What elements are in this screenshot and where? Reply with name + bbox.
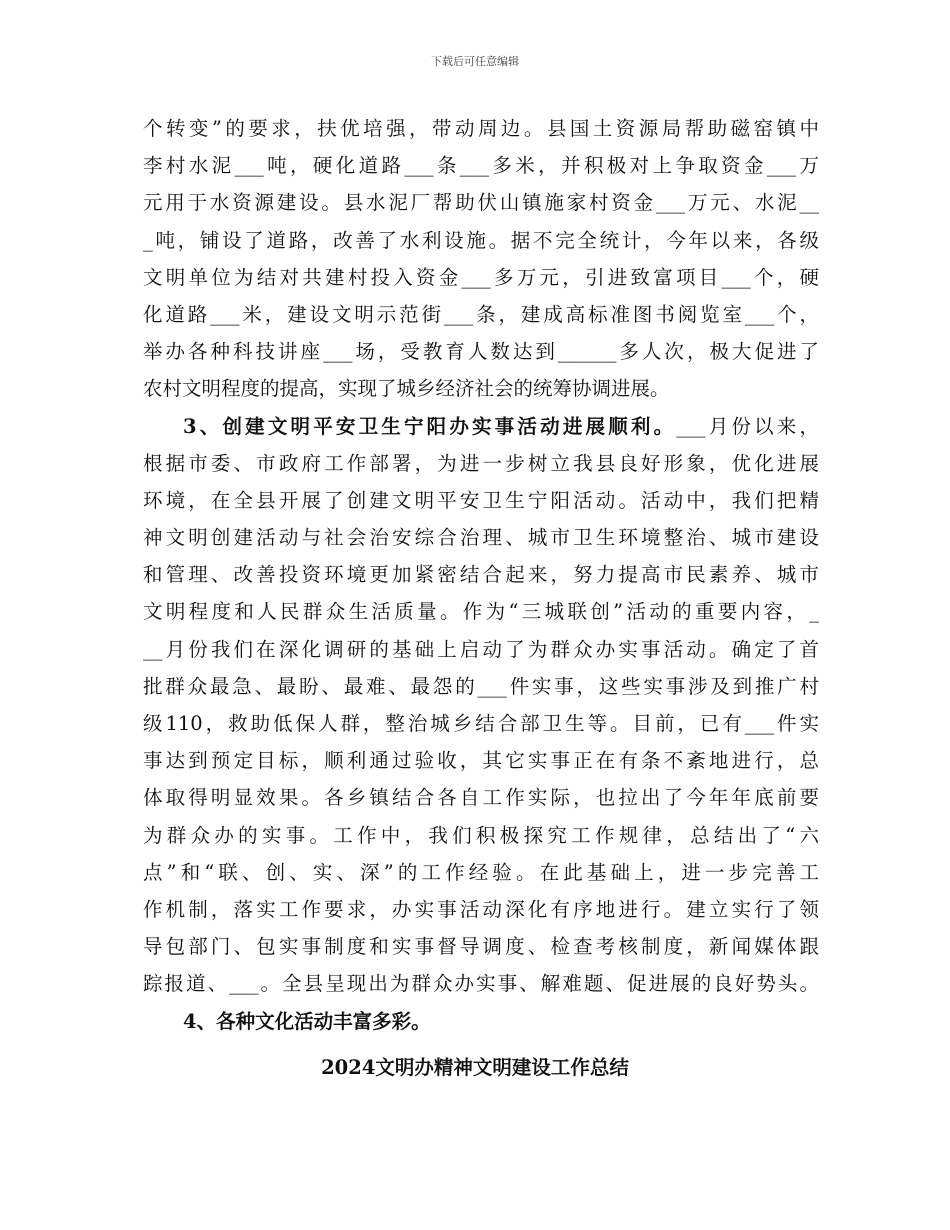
text-line: 作机制，落实工作要求，办实事活动深化有序地进行。建立实行了领 <box>143 897 819 921</box>
text-line: 个转变”的要求，扶优培强，带动周边。县国土资源局帮助磁窑镇中 <box>143 117 819 140</box>
text-line: 举办各种科技讲座___场，受教育人数达到______多人次，极大促进了 <box>143 340 819 364</box>
text-line: 环境，在全县开展了创建文明平安卫生宁阳活动。活动中，我们把精 <box>143 488 819 512</box>
section-3-first-line-rest: ___月份以来， <box>676 414 819 438</box>
text-line: 文明单位为结对共建村投入资金___多万元，引进致富项目___个，硬 <box>143 265 819 289</box>
text-line: 点”和“联、创、实、深”的工作经验。在此基础上，进一步完善工 <box>143 860 819 884</box>
text-line: 为群众办的实事。工作中，我们积极探究工作规律，总结出了“六 <box>143 823 819 847</box>
text-line: __月份我们在深化调研的基础上启动了为群众办实事活动。确定了首 <box>143 637 819 661</box>
section-4 <box>143 1003 819 1040</box>
text-line: 事达到预定目标，顺利通过验收，其它实事正在有条不紊地进行，总 <box>143 749 819 773</box>
text-line: 化道路___米，建设文明示范街___条，建成高标准图书阅览室___个， <box>143 302 819 326</box>
section-3-heading: 3、创建文明平安卫生宁阳办实事活动进展顺利。 <box>183 414 677 438</box>
text-line: 批群众最急、最盼、最难、最怨的___件实事，这些实事涉及到推广村 <box>143 674 819 698</box>
document-body <box>143 110 819 1040</box>
text-line: 元用于水资源建设。县水泥厂帮助伏山镇施家村资金___万元、水泥__ <box>143 191 819 215</box>
text-line: 文明程度和人民群众生活质量。作为“三城联创”活动的重要内容，_ <box>143 600 819 624</box>
text-line: 李村水泥___吨，硬化道路___条___多米，并积极对上争取资金___万 <box>143 154 819 178</box>
page-header: 下载后可任意编辑 <box>431 55 519 68</box>
text-line: 踪报道、___。全县呈现出为群众办实事、解难题、促进展的良好势头。 <box>143 972 819 996</box>
text-line: 神文明创建活动与社会治安综合治理、城市卫生环境整治、城市建设 <box>143 526 819 550</box>
text-line: 导包部门、包实事制度和实事督导调度、检查考核制度，新闻媒体跟 <box>143 935 819 959</box>
paragraph-1 <box>143 110 819 408</box>
section-3-first-line <box>143 408 819 445</box>
text-line: 体取得明显效果。各乡镇结合各自工作实际，也拉出了今年年底前要 <box>143 786 819 810</box>
section-4-heading: 4、各种文化活动丰富多彩。 <box>183 1009 431 1033</box>
document-title: 2024文明办精神文明建设工作总结 <box>321 1056 629 1079</box>
text-line: 级110，救助低保人群，整治城乡结合部卫生等。目前，已有___件实 <box>143 712 819 735</box>
text-line: 农村文明程度的提高，实现了城乡经济社会的统筹协调进展。 <box>143 377 670 401</box>
text-line: 和管理、改善投资环境更加紧密结合起来，努力提高市民素养、城市 <box>143 563 819 587</box>
section-3 <box>143 408 819 1003</box>
text-line: 根据市委、市政府工作部署，为进一步树立我县良好形象，优化进展 <box>143 451 819 475</box>
text-line: _吨，铺设了道路，改善了水利设施。据不完全统计，今年以来，各级 <box>143 228 819 252</box>
